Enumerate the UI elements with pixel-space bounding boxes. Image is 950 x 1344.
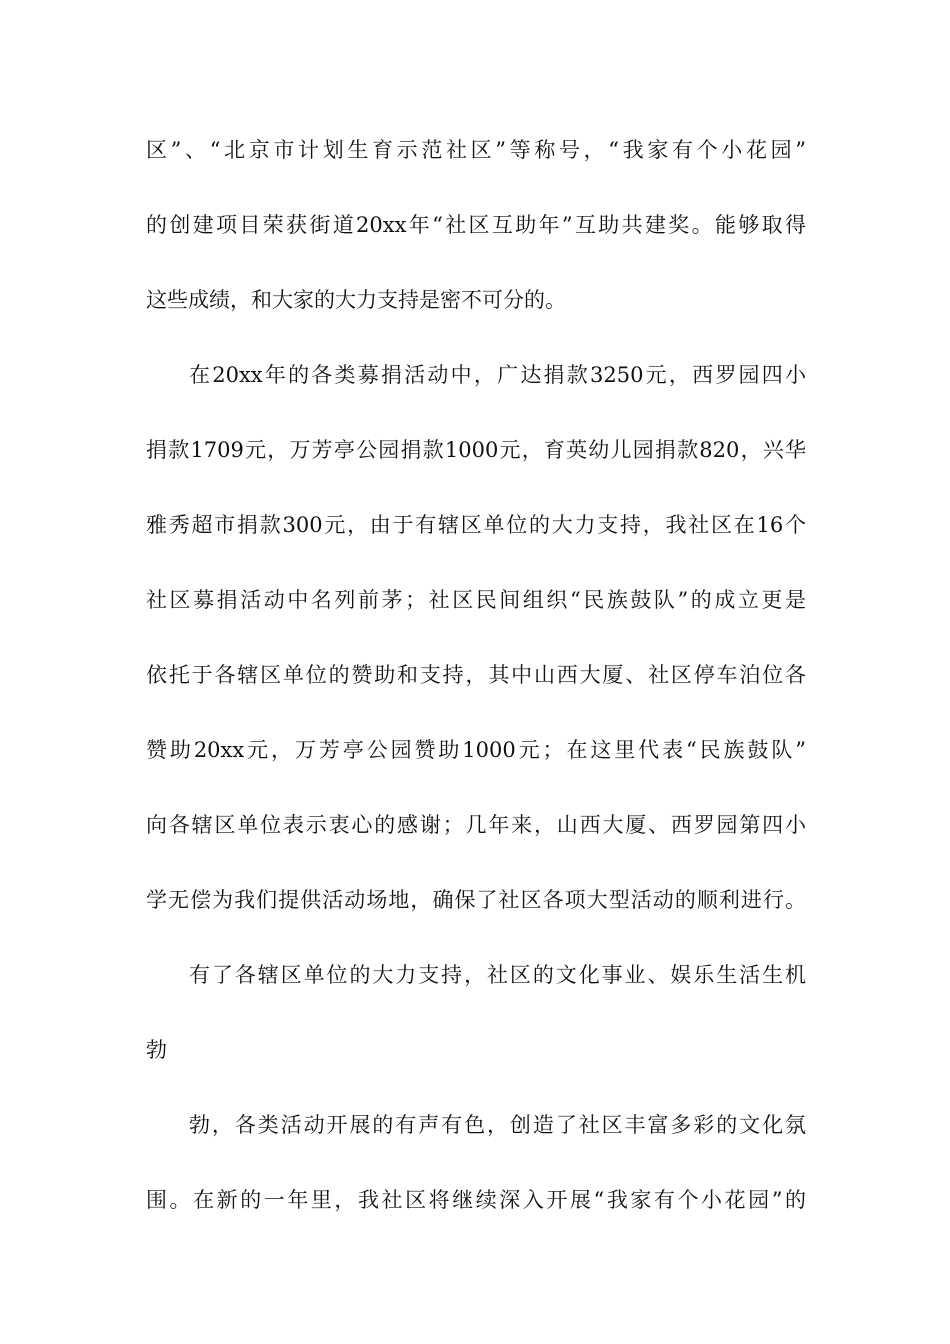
text-line-8: 依托于各辖区单位的赞助和支持，其中山西大厦、社区停车泊位各 (146, 663, 806, 687)
text-line-3: 这些成绩，和大家的大力支持是密不可分的。 (146, 288, 566, 312)
text-line-6: 雅秀超市捐款300元，由于有辖区单位的大力支持，我社区在16个 (146, 513, 806, 537)
text-line-14: 勃，各类活动开展的有声有色，创造了社区丰富多彩的文化氛 (189, 1113, 806, 1137)
text-line-15: 围。在新的一年里，我社区将继续深入开展“我家有个小花园”的 (146, 1188, 806, 1212)
text-line-2: 的创建项目荣获街道20xx年“社区互助年”互助共建奖。能够取得 (146, 213, 806, 237)
text-line-1: 区”、“北京市计划生育示范社区”等称号，“我家有个小花园” (146, 138, 806, 162)
text-line-13: 勃 (146, 1038, 167, 1062)
text-line-9: 赞助20xx元，万芳亭公园赞助1000元；在这里代表“民族鼓队” (146, 738, 806, 762)
text-line-12: 有了各辖区单位的大力支持，社区的文化事业、娱乐生活生机 (189, 963, 806, 987)
text-line-10: 向各辖区单位表示衷心的感谢；几年来，山西大厦、西罗园第四小 (146, 813, 806, 837)
text-line-11: 学无偿为我们提供活动场地，确保了社区各项大型活动的顺利进行。 (146, 888, 806, 912)
text-line-5: 捐款1709元，万芳亭公园捐款1000元，育英幼儿园捐款820，兴华 (146, 438, 806, 462)
text-line-7: 社区募捐活动中名列前茅；社区民间组织“民族鼓队”的成立更是 (146, 588, 806, 612)
text-line-4: 在20xx年的各类募捐活动中，广达捐款3250元，西罗园四小 (189, 363, 806, 387)
